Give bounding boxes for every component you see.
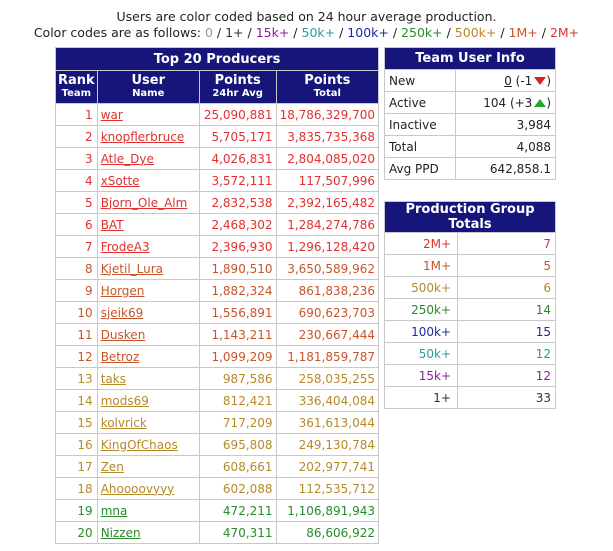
producer-row <box>56 346 379 368</box>
user-cell <box>97 368 199 390</box>
rank-header: Rank Team <box>56 71 98 104</box>
producer-row <box>56 302 379 324</box>
group-row <box>385 343 556 365</box>
group-count: 12 <box>458 365 556 387</box>
group-label: 100k+ <box>385 321 458 343</box>
color-code: 0 <box>204 25 213 40</box>
user-cell <box>97 148 199 170</box>
intro-line-2 <box>0 25 613 41</box>
total-label: Total <box>385 136 456 158</box>
points-avg-cell: 1,143,211 <box>199 324 276 346</box>
group-count: 6 <box>458 277 556 299</box>
rank-cell: 20 <box>56 522 98 544</box>
color-code: 1M+ <box>508 25 538 40</box>
producer-row <box>56 170 379 192</box>
production-group-totals-table <box>384 201 556 409</box>
user-link[interactable]: sjeik69 <box>100 305 144 320</box>
user-link[interactable]: knopflerbruce <box>100 129 185 144</box>
code-separator: / <box>388 25 402 40</box>
rank-cell: 5 <box>56 192 98 214</box>
group-label: 1M+ <box>385 255 458 277</box>
points-total-cell: 3,650,589,962 <box>276 258 378 280</box>
user-cell <box>97 170 199 192</box>
code-separator: / <box>212 25 226 40</box>
points-avg-cell: 717,209 <box>199 412 276 434</box>
group-label: 1+ <box>385 387 458 409</box>
points-avg-cell: 3,572,111 <box>199 170 276 192</box>
intro-prefix: Color codes are as follows: <box>33 25 205 40</box>
producer-row <box>56 390 379 412</box>
user-cell <box>97 258 199 280</box>
points-total-cell: 1,296,128,420 <box>276 236 378 258</box>
total-value: 4,088 <box>456 136 556 158</box>
producer-row <box>56 522 379 544</box>
rank-cell: 12 <box>56 346 98 368</box>
points-total-cell: 258,035,255 <box>276 368 378 390</box>
points-avg-cell: 608,661 <box>199 456 276 478</box>
user-link[interactable]: mods69 <box>100 393 149 408</box>
producer-row <box>56 280 379 302</box>
points-total-cell: 202,977,741 <box>276 456 378 478</box>
rank-cell: 14 <box>56 390 98 412</box>
producer-row <box>56 500 379 522</box>
active-value: 104 (+3 ) <box>456 92 556 114</box>
color-code: 250k+ <box>401 25 443 40</box>
user-header: User Name <box>97 71 199 104</box>
rank-cell: 13 <box>56 368 98 390</box>
user-link[interactable]: Zen <box>100 459 124 474</box>
rank-cell: 9 <box>56 280 98 302</box>
user-cell <box>97 522 199 544</box>
points-avg-cell: 472,211 <box>199 500 276 522</box>
code-separator: / <box>335 25 348 40</box>
group-count: 15 <box>458 321 556 343</box>
user-link[interactable]: Nizzen <box>100 525 141 540</box>
user-link[interactable]: mna <box>100 503 128 518</box>
user-link[interactable]: Bjorn_Ole_Alm <box>100 195 188 210</box>
user-cell <box>97 346 199 368</box>
points-avg-header: Points 24hr Avg <box>199 71 276 104</box>
points-total-cell: 18,786,329,700 <box>276 104 378 126</box>
intro <box>0 9 613 41</box>
points-avg-cell: 1,099,209 <box>199 346 276 368</box>
user-link[interactable]: xSotte <box>100 173 140 188</box>
points-avg-cell: 4,026,831 <box>199 148 276 170</box>
user-link[interactable]: kolvrick <box>100 415 147 430</box>
color-code: 100k+ <box>347 25 389 40</box>
group-label: 500k+ <box>385 277 458 299</box>
user-link[interactable]: Atle_Dye <box>100 151 154 166</box>
code-separator: / <box>442 25 455 40</box>
producer-row <box>56 478 379 500</box>
inactive-value: 3,984 <box>456 114 556 136</box>
new-count-link[interactable]: 0 <box>504 73 512 88</box>
points-total-cell: 690,623,703 <box>276 302 378 324</box>
producer-row <box>56 192 379 214</box>
user-link[interactable]: KingOfChaos <box>100 437 178 452</box>
inactive-label: Inactive <box>385 114 456 136</box>
user-link[interactable]: Betroz <box>100 349 140 364</box>
avg-ppd-label: Avg PPD <box>385 158 456 180</box>
group-row <box>385 277 556 299</box>
group-row <box>385 299 556 321</box>
points-avg-cell: 5,705,171 <box>199 126 276 148</box>
points-total-cell: 2,392,165,482 <box>276 192 378 214</box>
group-label: 250k+ <box>385 299 458 321</box>
user-link[interactable]: taks <box>100 371 126 386</box>
user-cell <box>97 214 199 236</box>
user-cell <box>97 236 199 258</box>
code-separator: / <box>496 25 509 40</box>
points-total-cell: 117,507,996 <box>276 170 378 192</box>
group-count: 7 <box>458 233 556 255</box>
points-avg-cell: 1,890,510 <box>199 258 276 280</box>
code-separator: / <box>243 25 256 40</box>
points-avg-cell: 987,586 <box>199 368 276 390</box>
rank-cell: 17 <box>56 456 98 478</box>
color-code: 1+ <box>225 25 244 40</box>
points-total-header: Points Total <box>276 71 378 104</box>
group-row <box>385 255 556 277</box>
producer-row <box>56 368 379 390</box>
points-total-cell: 1,284,274,786 <box>276 214 378 236</box>
points-avg-cell: 25,090,881 <box>199 104 276 126</box>
points-avg-cell: 2,396,930 <box>199 236 276 258</box>
producer-row <box>56 148 379 170</box>
points-total-cell: 1,181,859,787 <box>276 346 378 368</box>
group-count: 33 <box>458 387 556 409</box>
avg-ppd-value: 642,858.1 <box>456 158 556 180</box>
rank-cell: 16 <box>56 434 98 456</box>
producer-row <box>56 412 379 434</box>
points-total-cell: 336,404,084 <box>276 390 378 412</box>
color-code-list <box>205 25 579 40</box>
user-link[interactable]: Ahoooovyyy <box>100 481 175 496</box>
points-avg-cell: 2,468,302 <box>199 214 276 236</box>
points-avg-cell: 1,556,891 <box>199 302 276 324</box>
points-total-cell: 861,838,236 <box>276 280 378 302</box>
rank-cell: 11 <box>56 324 98 346</box>
up-arrow-icon <box>534 99 546 107</box>
code-separator: / <box>537 25 550 40</box>
producers-title: Top 20 Producers <box>56 48 379 71</box>
group-label: 15k+ <box>385 365 458 387</box>
producer-row <box>56 456 379 478</box>
points-total-cell: 2,804,085,020 <box>276 148 378 170</box>
user-link[interactable]: Horgen <box>100 283 145 298</box>
user-cell <box>97 192 199 214</box>
down-arrow-icon <box>534 77 546 85</box>
color-code: 2M+ <box>549 25 580 40</box>
points-total-cell: 249,130,784 <box>276 434 378 456</box>
group-count: 12 <box>458 343 556 365</box>
producer-row <box>56 214 379 236</box>
user-cell <box>97 280 199 302</box>
group-count: 14 <box>458 299 556 321</box>
rank-cell: 10 <box>56 302 98 324</box>
points-avg-cell: 1,882,324 <box>199 280 276 302</box>
user-link[interactable]: war <box>100 107 123 122</box>
intro-line-1: Users are color coded based on 24 hour average production. <box>116 9 497 24</box>
new-label: New <box>385 70 456 92</box>
points-avg-cell: 2,832,538 <box>199 192 276 214</box>
team-user-info-table <box>384 47 556 180</box>
user-cell <box>97 390 199 412</box>
user-link[interactable]: Kjetil_Lura <box>100 261 164 276</box>
active-label: Active <box>385 92 456 114</box>
rank-cell: 1 <box>56 104 98 126</box>
group-row <box>385 321 556 343</box>
group-count: 5 <box>458 255 556 277</box>
user-cell <box>97 456 199 478</box>
new-value: 0 (-1 ) <box>456 70 556 92</box>
points-total-cell: 3,835,735,368 <box>276 126 378 148</box>
rank-cell: 3 <box>56 148 98 170</box>
team-info-title: Team User Info <box>385 48 556 70</box>
group-row <box>385 387 556 409</box>
producer-row <box>56 126 379 148</box>
color-code: 50k+ <box>301 25 336 40</box>
group-label: 2M+ <box>385 233 458 255</box>
rank-cell: 6 <box>56 214 98 236</box>
user-cell <box>97 500 199 522</box>
rank-cell: 4 <box>56 170 98 192</box>
group-row <box>385 233 556 255</box>
groups-title: Production Group Totals <box>385 202 556 233</box>
rank-cell: 19 <box>56 500 98 522</box>
points-avg-cell: 602,088 <box>199 478 276 500</box>
code-separator: / <box>289 25 302 40</box>
group-label: 50k+ <box>385 343 458 365</box>
points-avg-cell: 470,311 <box>199 522 276 544</box>
points-total-cell: 361,613,044 <box>276 412 378 434</box>
points-avg-cell: 812,421 <box>199 390 276 412</box>
user-link[interactable]: Dusken <box>100 327 146 342</box>
user-cell <box>97 126 199 148</box>
user-cell <box>97 302 199 324</box>
points-total-cell: 86,606,922 <box>276 522 378 544</box>
points-total-cell: 1,106,891,943 <box>276 500 378 522</box>
color-code: 15k+ <box>255 25 290 40</box>
user-cell <box>97 412 199 434</box>
user-cell <box>97 434 199 456</box>
producer-row <box>56 236 379 258</box>
user-link[interactable]: BAT <box>100 217 124 232</box>
rank-cell: 2 <box>56 126 98 148</box>
producer-row <box>56 104 379 126</box>
rank-cell: 18 <box>56 478 98 500</box>
points-total-cell: 112,535,712 <box>276 478 378 500</box>
producer-row <box>56 258 379 280</box>
rank-cell: 15 <box>56 412 98 434</box>
producer-row <box>56 324 379 346</box>
rank-cell: 7 <box>56 236 98 258</box>
points-total-cell: 230,667,444 <box>276 324 378 346</box>
user-cell <box>97 104 199 126</box>
color-code: 500k+ <box>454 25 497 40</box>
rank-cell: 8 <box>56 258 98 280</box>
user-cell <box>97 478 199 500</box>
points-avg-cell: 695,808 <box>199 434 276 456</box>
top-producers-table <box>55 47 379 544</box>
producer-row <box>56 434 379 456</box>
user-cell <box>97 324 199 346</box>
group-row <box>385 365 556 387</box>
user-link[interactable]: FrodeA3 <box>100 239 150 254</box>
